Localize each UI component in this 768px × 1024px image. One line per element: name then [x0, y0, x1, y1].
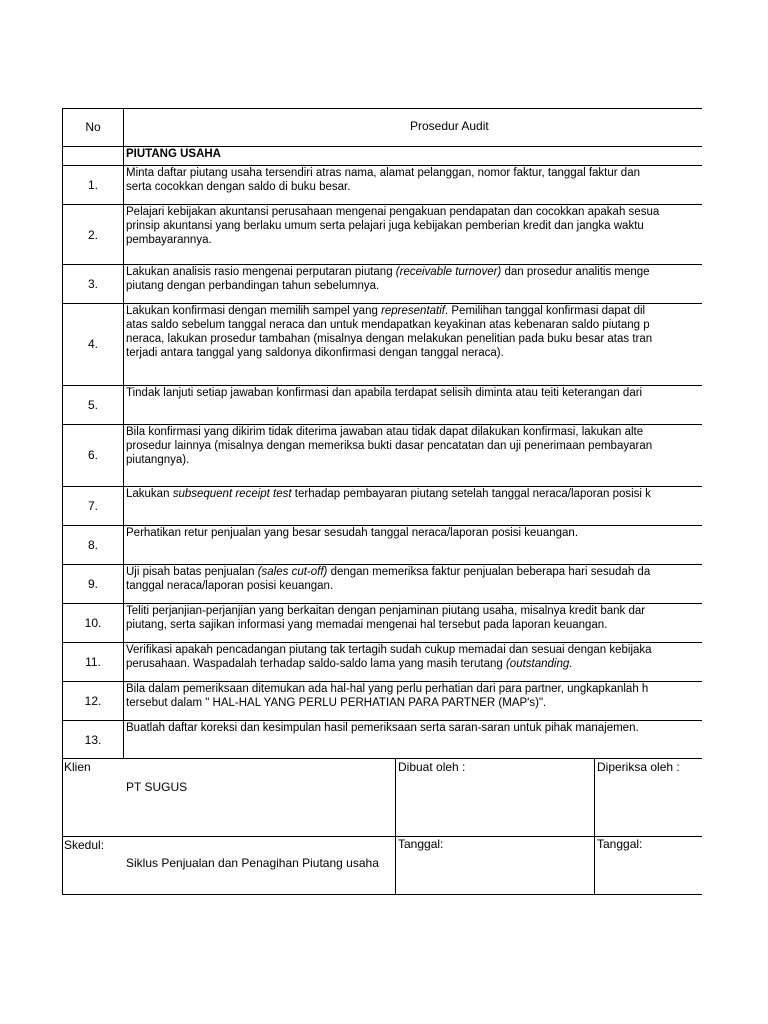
row-text: Lakukan analisis rasio mengenai perputaran piutang (receivable turnover) dan prosedur analitis menge: [126, 266, 650, 278]
row-number: 3.: [87, 277, 98, 291]
tanggal-diperiksa-label: Tanggal:: [597, 837, 643, 851]
row-text: Tindak lanjuti setiap jawaban konfirmasi dan apabila terdapat selisih diminta atau teiti keterangan dari: [126, 387, 643, 399]
row-text: Pelajari kebijakan akuntansi perusahaan mengenai pengakuan pendapatan dan cocokkan apakah sesua: [126, 206, 660, 218]
col-no-divider: [123, 108, 124, 758]
row-number: 8.: [87, 538, 98, 552]
row-line: [62, 642, 702, 643]
row-line: [62, 564, 702, 565]
klien-label: Klien: [64, 760, 91, 774]
row-text: Lakukan subsequent receipt test terhadap pembayaran piutang setelah tanggal neraca/laporan posisi k: [126, 488, 651, 500]
tanggal-dibuat-label: Tanggal:: [398, 837, 444, 851]
row-text: Teliti perjanjian-perjanjian yang berkaitan dengan penjaminan piutang usaha, misalnya kredit bank dar: [126, 605, 646, 617]
row-text: prinsip akuntansi yang berlaku umum serta pelajari juga kebijakan pemberian kredit dan jangka waktu: [126, 220, 644, 232]
row-line: [62, 204, 702, 205]
skedul-value: Siklus Penjualan dan Penagihan Piutang usaha: [126, 856, 379, 870]
row-text: piutang, serta sajikan informasi yang memadai mengenai hal tersebut pada laporan keuangan.: [126, 619, 608, 631]
row-line: [62, 165, 702, 166]
row-number: 1.: [87, 178, 98, 192]
row-text: pembayarannya.: [126, 234, 212, 246]
footer-col-divider-1: [395, 758, 396, 895]
row-text: Buatlah daftar koreksi dan kesimpulan hasil pemeriksaan serta saran-saran untuk pihak manajemen.: [126, 722, 639, 734]
row-text: atas saldo sebelum tanggal neraca dan untuk mendapatkan keyakinan atas kebenaran saldo piutang p: [126, 319, 650, 331]
row-text: Perhatikan retur penjualan yang besar sesudah tanggal neraca/laporan posisi keuangan.: [126, 527, 579, 539]
dibuat-oleh-label: Dibuat oleh :: [398, 760, 466, 774]
row-text: terjadi antara tanggal yang saldonya dikonfirmasi dengan tanggal neraca).: [126, 347, 504, 359]
row-line: [62, 303, 702, 304]
row-number: 12.: [84, 694, 102, 708]
row-number: 4.: [87, 337, 98, 351]
row-line: [62, 264, 702, 265]
row-line: [62, 424, 702, 425]
row-line: [62, 525, 702, 526]
row-text: tanggal neraca/laporan posisi keuangan.: [126, 580, 334, 592]
row-line: [62, 486, 702, 487]
header-prosedur-audit: Prosedur Audit: [410, 119, 489, 133]
row-line: [62, 681, 702, 682]
row-line: [62, 108, 702, 109]
section-title: PIUTANG USAHA: [126, 148, 221, 160]
footer-col-divider-2: [594, 758, 595, 895]
row-text: serta cocokkan dengan saldo di buku besar.: [126, 181, 351, 193]
table-bottom-line: [62, 894, 702, 895]
row-text: Verifikasi apakah pencadangan piutang tak tertagih sudah cukup memadai dan sesuai dengan kebijaka: [126, 644, 652, 656]
row-text: perusahaan. Waspadalah terhadap saldo-saldo lama yang masih terutang (outstanding.: [126, 658, 573, 670]
row-line: [62, 758, 702, 759]
header-no: No: [85, 120, 101, 134]
row-number: 9.: [87, 577, 98, 591]
row-text: piutangnya).: [126, 454, 190, 466]
row-text: Lakukan konfirmasi dengan memilih sampel yang representatif. Pemilihan tanggal konfirmasi dapat dil: [126, 305, 646, 317]
row-line: [62, 146, 702, 147]
row-text: neraca, lakukan prosedur tambahan (misalnya dengan melakukan penelitian pada buku besar atas tran: [126, 333, 653, 345]
row-number: 13.: [84, 733, 102, 747]
skedul-label: Skedul:: [64, 838, 105, 852]
row-text: piutang dengan perbandingan tahun sebelumnya.: [126, 280, 380, 292]
row-line: [62, 720, 702, 721]
row-number: 6.: [87, 448, 98, 462]
row-line: [62, 385, 702, 386]
row-number: 11.: [85, 655, 101, 669]
row-text: tersebut dalam " HAL-HAL YANG PERLU PERHATIAN PARA PARTNER (MAP's)".: [126, 697, 547, 709]
row-text: prosedur lainnya (misalnya dengan memeriksa bukti dasar pencatatan dan uji penerimaan pembayaran: [126, 440, 653, 452]
row-number: 5.: [87, 398, 98, 412]
row-text: Bila dalam pemeriksaan ditemukan ada hal-hal yang perlu perhatian dari para partner, ungkapkanlah h: [126, 683, 649, 695]
row-text: Uji pisah batas penjualan (sales cut-off) dengan memeriksa faktur penjualan beberapa hari sesudah da: [126, 566, 651, 578]
row-line: [62, 603, 702, 604]
row-number: 10.: [84, 616, 102, 630]
row-number: 7.: [87, 499, 98, 513]
diperiksa-oleh-label: Diperiksa oleh :: [597, 760, 680, 774]
klien-value: PT SUGUS: [126, 780, 188, 794]
row-text: Bila konfirmasi yang dikirim tidak diterima jawaban atau tidak dapat dilakukan konfirmasi, lakukan alte: [126, 426, 644, 438]
row-text: Minta daftar piutang usaha tersendiri atras nama, alamat pelanggan, nomor faktur, tanggal faktur dan: [126, 167, 640, 179]
row-number: 2.: [87, 228, 98, 242]
